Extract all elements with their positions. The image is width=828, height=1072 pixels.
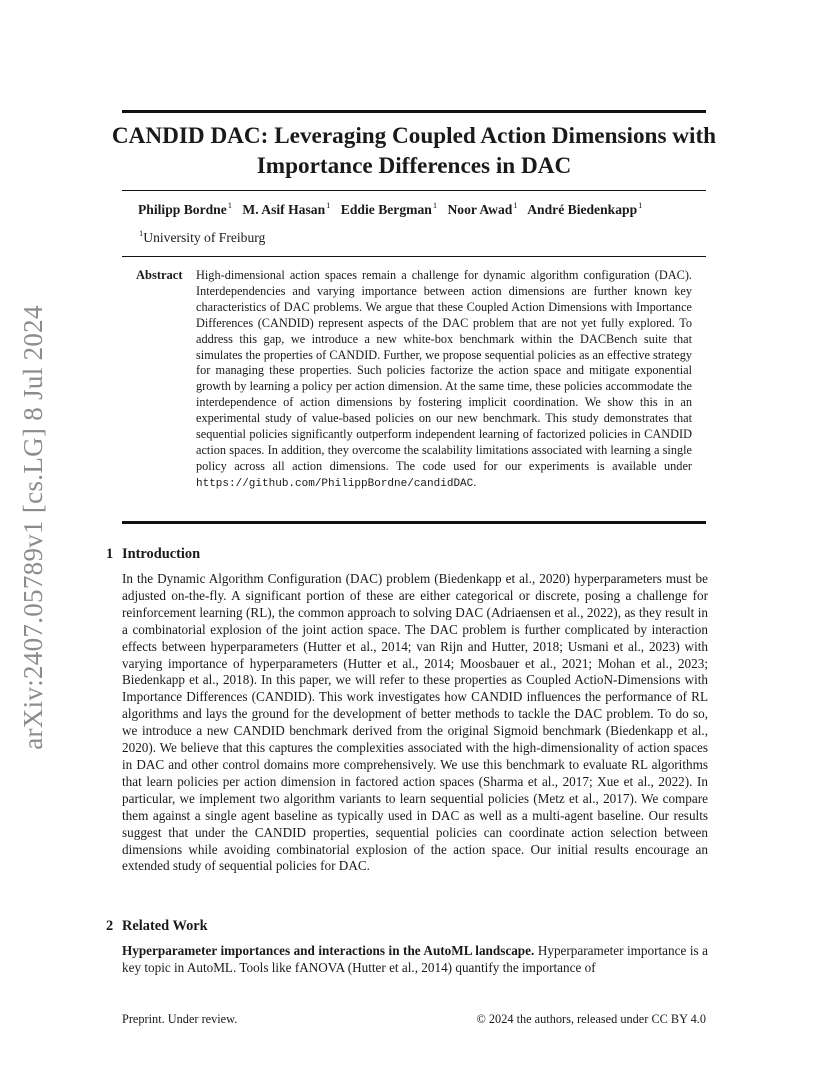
affiliation-rule	[122, 256, 706, 257]
footer-right: © 2024 the authors, released under CC BY 4.0	[476, 1012, 706, 1026]
author: M. Asif Hasan$^1$	[242, 200, 331, 217]
title-line-2: Importance Differences in DAC	[256, 153, 572, 179]
introduction-paragraph: In the Dynamic Algorithm Configuration (DAC) problem (Biedenkapp et al., 2020) hyperparameters must be adjusted on-the-fly. A significant portion of these are either categorical or discrete, posing a challenge for reinforcement learning (RL), the common approach to solving DAC (Adriaensen et al., 2022), as they result in a combinatorial explosion of the joint action space. The DAC problem is further complicated by interaction effects between hyperparameters (Hutter et al., 2014; van Rijn and Hutter, 2018; Usmani et al., 2023) with varying importance of hyperparameters (Hutter et al., 2014; Moosbauer et al., 2021; Mohan et al., 2023; Biedenkapp et al., 2018). In this paper, we will refer to these properties as Coupled ActioN-Dimensions with Importance Differences (CANDID). This work investigates how CANDID influences the performance of RL algorithms and lays the ground for the development of better methods to tackle the DAC problem. To do so, we introduce a new CANDID benchmark derived from the original Sigmoid benchmark (Biedenkapp et al., 2020). We believe that this captures the complexities associated with the high-dimensionality of action spaces in DAC and other control domains more comprehensively. We use this benchmark to evaluate RL algorithms that learn policies per action dimension in factored action spaces (Sharma et al., 2017; Xue et al., 2022). In particular, we implement two algorithm variants to learn sequential policies (Metz et al., 2017). We compare them against a single agent baseline as typically used in DAC as well as a multi-agent baseline. Our results suggest that under the CANDID properties, sequential policies can coordinate action selection between dimensions while avoiding combinatorial explosion of the action space. Our initial results encourage an extended study of sequential policies for DAC.	[122, 571, 708, 874]
affiliation: $^1$University of Freiburg	[139, 228, 266, 245]
abstract-label: Abstract	[136, 268, 183, 282]
title-rule	[122, 190, 706, 191]
author: Philipp Bordne$^1$	[138, 200, 233, 217]
section-title: Introduction	[122, 546, 201, 562]
code-url-link[interactable]: https://github.com/PhilippBordne/candidDAC	[196, 477, 474, 490]
section-heading-related-work	[106, 918, 208, 935]
paragraph-heading: Hyperparameter importances and interactions in the AutoML landscape.	[122, 943, 535, 958]
abstract-text: High-dimensional action spaces remain a challenge for dynamic algorithm configuration (DAC). Interdependencies and varying importance between action dimensions are further known key characteristics of DAC problems. We argue that these Coupled Action Dimensions with Importance Differences (CANDID) represent aspects of the DAC problem that are not yet fully explored. To address this gap, we introduce a new white-box benchmark within the DACBench suite that simulates the properties of CANDID. Further, we propose sequential policies as an effective strategy for managing these properties. Such policies factorize the action space and mitigate exponential growth by learning a policy per action dimension. At the same time, these policies accommodate the interdependence of action dimensions by fostering implicit coordination. We show this in an experimental study of value-based policies on our new benchmark. This study demonstrates that sequential policies significantly outperform independent learning of factorized policies in CANDID action spaces. In addition, they overcome the scalability limitations associated with learning a single policy across all action dimensions. The code used for our experiments is available under https://github.com/PhilippBordne/candidDAC.	[196, 268, 692, 490]
author-list	[138, 200, 649, 218]
author: Noor Awad$^1$	[447, 200, 518, 217]
section-title: Related Work	[122, 918, 208, 934]
paper-title	[110, 121, 718, 181]
title-line-1: CANDID DAC: Leveraging Coupled Action Dimensions with	[111, 123, 717, 149]
author: Eddie Bergman$^1$	[340, 200, 438, 217]
author: André Biedenkapp$^1$	[527, 200, 643, 217]
top-rule	[122, 110, 706, 113]
related-work-paragraph: Hyperparameter importances and interactions in the AutoML landscape. Hyperparameter importance is a key topic in AutoML. Tools like fANOVA (Hutter et al., 2014) quantify the importance of	[122, 943, 709, 975]
section-number: 1	[106, 546, 114, 562]
arxiv-watermark-text: arXiv:2407.05789v1 [cs.LG] 8 Jul 2024	[17, 304, 48, 750]
abstract-rule	[122, 521, 706, 524]
footer-left: Preprint. Under review.	[122, 1012, 238, 1026]
section-heading-introduction	[106, 546, 200, 563]
section-number: 2	[106, 918, 114, 934]
arxiv-watermark	[2, 302, 64, 752]
